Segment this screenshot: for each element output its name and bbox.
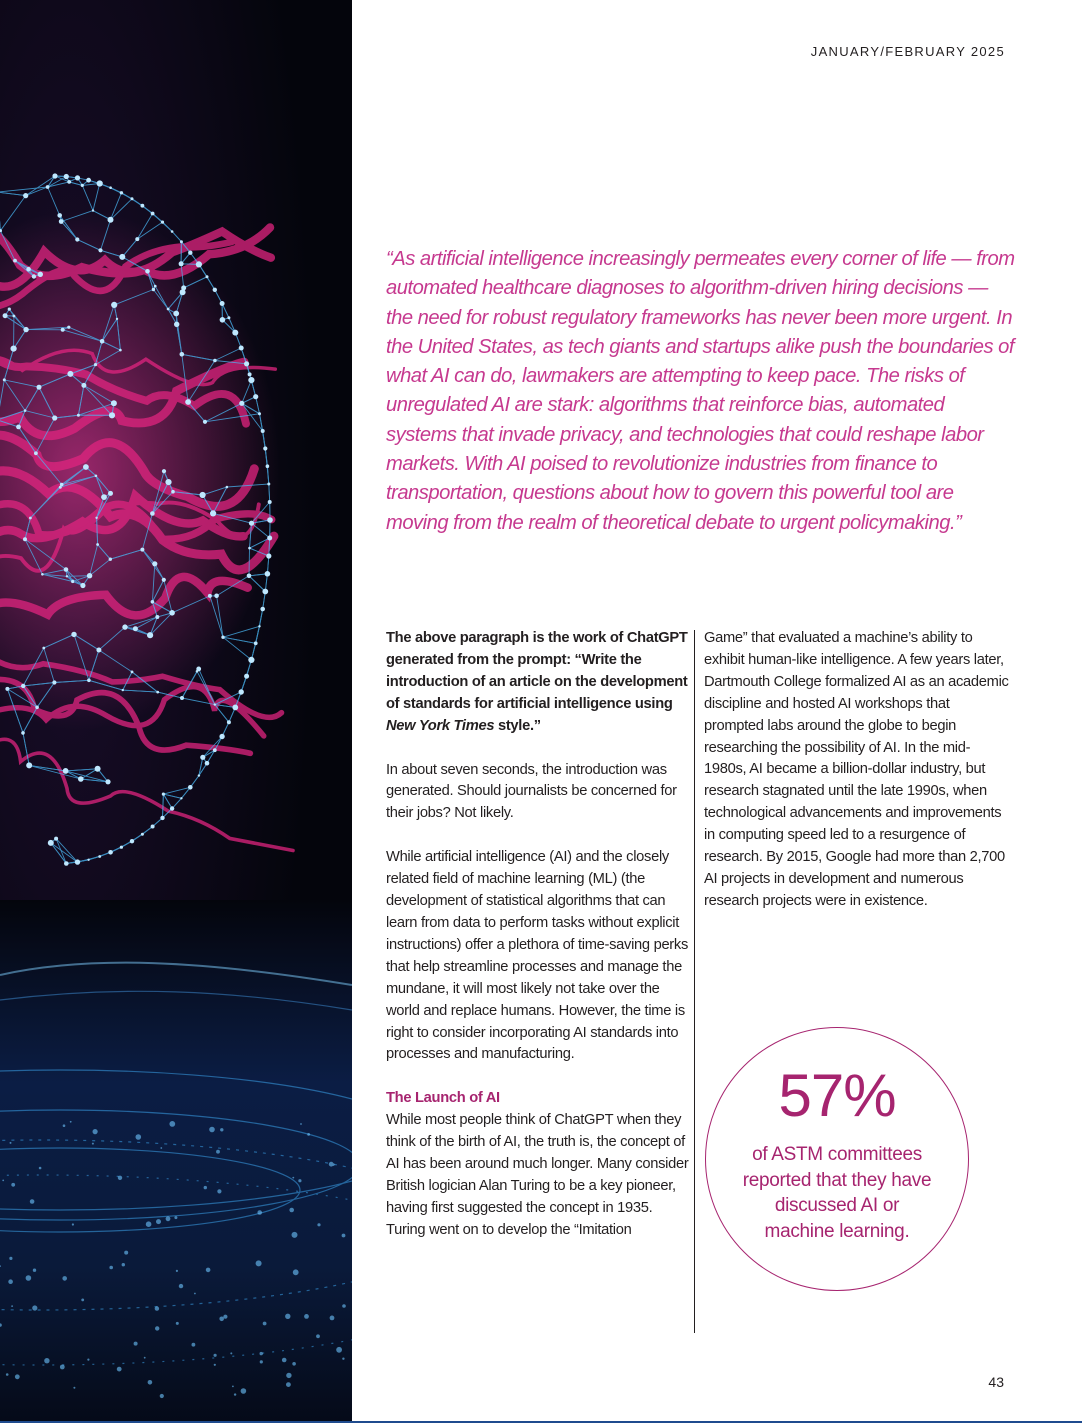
floor-sparkle xyxy=(11,1183,15,1187)
section-subhead: The Launch of AI xyxy=(386,1090,500,1107)
network-node xyxy=(109,558,112,561)
floor-sparkle xyxy=(30,1199,35,1204)
network-node xyxy=(239,401,244,406)
floor-sparkle xyxy=(10,1142,12,1144)
floor-sparkle xyxy=(194,1293,196,1295)
floor-sparkle xyxy=(6,1373,9,1376)
floor-sparkle xyxy=(292,1362,296,1366)
floor-sparkle xyxy=(214,1364,216,1366)
network-node xyxy=(32,274,36,278)
floor-sparkle xyxy=(286,1373,291,1378)
network-node xyxy=(232,330,238,336)
network-node xyxy=(248,657,254,663)
network-node xyxy=(170,806,174,810)
network-node xyxy=(180,352,185,357)
floor-sparkle xyxy=(72,1223,74,1225)
floor-sparkle xyxy=(2,1180,4,1182)
floor-sparkle xyxy=(298,1179,301,1182)
network-node xyxy=(268,500,272,504)
network-node xyxy=(66,575,68,577)
network-node xyxy=(247,574,252,579)
network-node xyxy=(151,212,155,216)
network-node xyxy=(135,237,139,241)
network-node xyxy=(41,573,44,576)
floor-sparkle xyxy=(124,1251,128,1255)
floor-sparkle xyxy=(293,1269,299,1275)
network-node xyxy=(75,175,80,180)
network-node xyxy=(244,361,249,366)
floor-sparkle xyxy=(109,1266,113,1270)
network-node xyxy=(52,680,56,684)
body-paragraph-3-continued: Game” that evaluated a machine’s ability to exhibit human-like intelligence. A few years later, Dartmouth College formalized AI as an academic discipline and hosted AI workshops that prompted labs around the globe to begin researching the possibility of AI. In the mid-1980s, AI became a billion-dollar industry, but research stagnated until the late 1990s, when technological advancements and improvements in computing speed led to a resurgence of research. By 2015, Google had more than 2,700 AI projects in development and numerous research projects were in existence. xyxy=(704,630,1009,909)
network-node xyxy=(263,446,267,450)
network-node xyxy=(13,259,17,263)
floor-sparkle xyxy=(317,1223,320,1226)
stat-callout xyxy=(705,1027,969,1291)
network-node xyxy=(87,679,91,683)
network-node xyxy=(213,359,217,363)
floor-sparkle xyxy=(206,1268,211,1273)
floor-sparkle xyxy=(62,1276,67,1281)
floor-sparkle xyxy=(192,1343,196,1347)
floor-sparkle xyxy=(209,1127,215,1133)
network-node xyxy=(81,184,84,187)
network-node xyxy=(108,850,113,855)
floor-sparkle xyxy=(44,1358,49,1363)
floor-sparkle xyxy=(15,1374,20,1379)
network-node xyxy=(95,766,101,772)
floor-sparkle xyxy=(93,1129,98,1134)
floor-sparkle xyxy=(148,1380,153,1385)
network-node xyxy=(203,420,207,424)
network-node xyxy=(5,687,9,691)
network-node xyxy=(261,429,265,433)
floor-sparkle xyxy=(304,1314,309,1319)
floor-sparkle xyxy=(134,1342,138,1346)
floor-sparkle xyxy=(32,1305,37,1310)
network-node xyxy=(130,839,134,843)
network-node xyxy=(46,185,50,189)
network-node xyxy=(180,240,183,243)
network-node xyxy=(188,251,192,255)
floor-sparkle xyxy=(39,1167,42,1170)
network-node xyxy=(266,553,271,558)
network-node xyxy=(52,173,57,178)
network-node xyxy=(16,425,21,430)
network-node xyxy=(63,768,69,774)
network-node xyxy=(265,571,271,577)
network-node xyxy=(220,317,226,323)
network-node xyxy=(23,327,28,332)
network-node xyxy=(161,221,164,224)
network-node xyxy=(254,641,258,645)
network-node xyxy=(151,825,155,829)
network-node xyxy=(140,548,144,552)
network-node xyxy=(162,469,166,473)
network-node xyxy=(122,689,124,691)
network-node xyxy=(200,492,206,498)
floor-sparkle xyxy=(282,1358,287,1363)
network-node xyxy=(23,193,28,198)
network-node xyxy=(198,774,200,776)
network-node xyxy=(75,859,80,864)
network-node xyxy=(173,311,179,317)
floor-sparkle xyxy=(166,1216,171,1221)
floor-sparkle xyxy=(146,1221,152,1227)
network-node xyxy=(96,543,99,546)
floor-sparkle xyxy=(176,1270,178,1272)
network-link xyxy=(249,548,250,576)
network-node xyxy=(98,855,101,858)
floor-sparkle xyxy=(316,1334,320,1338)
floor-sparkle xyxy=(60,1365,65,1370)
floor-sparkle xyxy=(342,1358,344,1360)
floor-sparkle xyxy=(176,1322,179,1325)
floor-sparkle xyxy=(289,1208,294,1213)
network-node xyxy=(96,648,101,653)
network-node xyxy=(205,761,210,766)
network-node xyxy=(59,219,64,224)
network-node xyxy=(249,521,254,526)
network-node xyxy=(262,589,268,595)
network-node xyxy=(81,383,86,388)
network-node xyxy=(108,217,114,223)
floor-sparkle xyxy=(260,1360,263,1363)
network-node xyxy=(80,583,85,588)
network-node xyxy=(111,302,117,308)
network-node xyxy=(54,837,58,841)
floor-sparkle xyxy=(260,1352,263,1355)
network-node xyxy=(221,636,224,639)
floor-sparkle xyxy=(220,1128,223,1131)
network-node xyxy=(8,308,11,311)
network-node xyxy=(60,483,64,487)
network-node xyxy=(196,261,202,267)
floor-sparkle xyxy=(87,1359,89,1361)
ai-network-illustration xyxy=(0,0,352,1423)
network-node xyxy=(258,412,261,415)
network-node xyxy=(87,573,92,578)
network-node xyxy=(24,409,27,412)
network-node xyxy=(220,301,225,306)
network-node xyxy=(21,731,25,735)
network-node xyxy=(78,776,84,782)
article-column-left xyxy=(386,628,690,1242)
network-node xyxy=(108,491,113,496)
network-node xyxy=(119,349,122,352)
article-column-right xyxy=(704,628,1010,913)
network-node xyxy=(151,600,155,604)
network-node xyxy=(141,204,145,208)
network-node xyxy=(122,624,127,629)
network-node xyxy=(180,696,184,700)
network-node xyxy=(152,561,157,566)
network-node xyxy=(258,625,260,627)
body-paragraph-3: While most people think of ChatGPT when they think of the birth of AI, the truth is, the concept of AI has been around much longer. Many consider British logician Alan Turing to be a key pioneer, having first suggested the concept in 1935. Turing went on to develop the “Imitation xyxy=(386,1112,689,1238)
network-node xyxy=(133,626,138,631)
network-node xyxy=(3,378,6,381)
network-node xyxy=(162,578,166,582)
floor-sparkle xyxy=(174,1216,177,1219)
network-node xyxy=(83,464,89,470)
floor-sparkle xyxy=(292,1232,298,1238)
floor-sparkle xyxy=(307,1133,310,1136)
network-node xyxy=(64,567,69,572)
network-node xyxy=(92,209,94,211)
floor-sparkle xyxy=(81,1299,84,1302)
publication-name: New York Times xyxy=(386,717,495,734)
floor-sparkle xyxy=(214,1354,217,1357)
network-node xyxy=(34,451,38,455)
floor-sparkle xyxy=(257,1210,262,1215)
floor-sparkle xyxy=(330,1316,335,1321)
network-node xyxy=(11,346,17,352)
network-node xyxy=(152,288,155,291)
lead-paragraph xyxy=(386,628,690,738)
network-node xyxy=(181,285,186,290)
network-node xyxy=(150,511,155,516)
network-node xyxy=(141,833,144,836)
floor-sparkle xyxy=(92,1143,94,1145)
network-node xyxy=(213,288,217,292)
network-node xyxy=(131,197,134,200)
network-node xyxy=(206,275,209,278)
network-node xyxy=(260,607,265,612)
network-node xyxy=(267,536,272,541)
floor-sparkle xyxy=(285,1314,290,1319)
network-node xyxy=(100,339,105,344)
network-node xyxy=(208,594,212,598)
network-node xyxy=(59,486,62,489)
floor-sparkle xyxy=(26,1275,32,1281)
floor-sparkle xyxy=(219,1317,224,1322)
floor-sparkle xyxy=(204,1186,207,1189)
floor-sparkle xyxy=(230,1352,232,1354)
network-node xyxy=(86,178,91,183)
network-node xyxy=(26,762,32,768)
network-node xyxy=(239,689,244,694)
network-node xyxy=(119,254,125,260)
network-node xyxy=(67,326,70,329)
lead-text-part2: style.” xyxy=(494,717,541,734)
floor-sparkle xyxy=(216,1150,220,1154)
network-node xyxy=(37,385,42,390)
network-node xyxy=(71,632,76,637)
network-node xyxy=(167,308,170,311)
network-node xyxy=(200,755,205,760)
stat-value: 57% xyxy=(778,1062,896,1129)
floor-sparkle xyxy=(336,1347,342,1353)
floor-sparkle xyxy=(342,1234,346,1238)
network-node xyxy=(42,647,45,650)
network-link xyxy=(67,576,90,577)
network-node xyxy=(169,610,175,616)
network-node xyxy=(155,615,159,619)
network-node xyxy=(64,174,69,179)
network-node xyxy=(232,705,238,711)
network-node xyxy=(171,490,175,494)
floor-sparkle xyxy=(122,1263,125,1266)
network-node xyxy=(57,213,62,218)
floor-sparkle xyxy=(300,1123,302,1125)
network-node xyxy=(145,269,150,274)
column-divider xyxy=(694,630,695,1333)
stat-description: of ASTM committees reported that they have discussed AI or machine learning. xyxy=(742,1144,932,1242)
network-node xyxy=(214,594,219,599)
network-node xyxy=(87,859,89,861)
network-node xyxy=(154,285,157,288)
network-node xyxy=(29,517,32,520)
lead-text-part1: The above paragraph is the work of ChatGPT generated from the prompt: “Write the introduction of an article on the development of standards for artificial intelligence using xyxy=(386,630,688,712)
floor-sparkle xyxy=(11,1305,13,1307)
network-node xyxy=(162,793,165,796)
network-node xyxy=(67,371,73,377)
network-node xyxy=(180,797,182,799)
network-node xyxy=(26,267,31,272)
floor-sparkle xyxy=(9,1257,12,1260)
floor-sparkle xyxy=(160,1394,164,1398)
network-node xyxy=(101,494,107,500)
floor-sparkle xyxy=(33,1269,36,1272)
network-node xyxy=(75,237,79,241)
floor-sparkle xyxy=(286,1382,291,1387)
network-node xyxy=(156,691,159,694)
network-node xyxy=(266,464,270,468)
network-node xyxy=(165,479,171,485)
network-node xyxy=(48,840,54,846)
floor-sparkle xyxy=(169,1121,175,1127)
network-node xyxy=(174,322,179,327)
network-node xyxy=(147,632,153,638)
network-node xyxy=(95,475,98,478)
page-number: 43 xyxy=(988,1374,1004,1390)
floor-sparkle xyxy=(329,1162,334,1167)
network-node xyxy=(95,517,97,519)
network-node xyxy=(109,412,115,418)
network-node xyxy=(77,414,80,417)
network-node xyxy=(185,399,191,405)
network-node xyxy=(3,313,8,318)
floor-sparkle xyxy=(156,1219,161,1224)
network-node xyxy=(248,372,252,376)
floor-sparkle xyxy=(118,1176,122,1180)
floor-sparkle xyxy=(144,1357,146,1359)
network-node xyxy=(214,703,216,705)
network-node xyxy=(188,785,193,790)
floor-sparkle xyxy=(241,1388,247,1394)
floor-sparkle xyxy=(155,1306,159,1310)
network-node xyxy=(97,180,103,186)
floor-sparkle xyxy=(179,1284,183,1288)
floor-sparkle xyxy=(70,1121,72,1123)
floor-sparkle xyxy=(155,1326,159,1330)
neural-network-sphere-image xyxy=(0,0,352,1423)
network-node xyxy=(21,684,25,688)
floor-sparkle xyxy=(256,1260,262,1266)
network-node xyxy=(105,779,110,784)
network-node xyxy=(244,674,249,679)
network-node xyxy=(213,748,217,752)
network-node xyxy=(226,486,229,489)
network-node xyxy=(253,394,258,399)
pull-quote: “As artificial intelligence increasingly permeates every corner of life — from automated healthcare diagnoses to algorithm-driven hiring decisions — the need for robust regulatory frameworks has never been more urgent. In the United States, as tech giants and startups alike push the boundaries of what AI can do, lawmakers are attempting to keep pace. The risks of unregulated AI are stark: algorithms that reinforce bias, automated systems that invade privacy, and technologies that could reshape labor markets. With AI poised to revolutionize industries from finance to transportation, questions about how to govern this powerful tool are moving from the realm of theoretical debate to urgent policymaking.” xyxy=(386,248,1015,534)
network-node xyxy=(116,318,118,320)
network-node xyxy=(109,186,112,189)
network-node xyxy=(35,706,39,710)
network-node xyxy=(61,328,65,332)
network-node xyxy=(227,720,231,724)
network-node xyxy=(94,363,97,366)
network-node xyxy=(219,734,224,739)
floor-sparkle xyxy=(217,1189,221,1193)
network-node xyxy=(120,191,123,194)
network-node xyxy=(267,517,273,523)
network-node xyxy=(179,261,184,266)
network-node xyxy=(120,846,123,849)
network-node xyxy=(248,377,254,383)
network-node xyxy=(98,248,102,252)
floor-sparkle xyxy=(8,1279,13,1284)
body-paragraph-1: In about seven seconds, the introduction was generated. Should journalists be concerned for their jobs? Not likely. xyxy=(386,761,677,822)
network-node xyxy=(52,415,57,420)
floor-sparkle xyxy=(136,1134,142,1140)
network-node xyxy=(64,861,69,866)
floor-sparkle xyxy=(117,1367,122,1372)
network-node xyxy=(67,180,71,184)
network-node xyxy=(131,671,134,674)
network-node xyxy=(111,400,117,406)
network-node xyxy=(71,580,74,583)
network-node xyxy=(23,537,27,541)
floor-sparkle xyxy=(232,1386,234,1388)
network-node xyxy=(13,315,16,318)
floor-sparkle xyxy=(292,1177,294,1179)
network-node xyxy=(160,816,164,820)
floor-sparkle xyxy=(234,1393,236,1395)
body-paragraph-2: While artificial intelligence (AI) and the closely related field of machine learning (ML) (the development of statistical algorithms that can learn from data to perform tasks without explicit instructions) offer a plethora of time-saving perks that help streamline processes and manage the mundane, it will most likely not take over the world and replace humans. However, the time is right to consider incorporating AI standards into processes and manufacturing. xyxy=(386,849,688,1063)
network-node xyxy=(210,510,216,516)
floor-sparkle xyxy=(263,1322,267,1326)
network-node xyxy=(248,547,251,550)
network-node xyxy=(239,346,244,351)
network-node xyxy=(267,483,270,486)
floor-sparkle xyxy=(63,1124,66,1127)
floor-sparkle xyxy=(73,1387,75,1389)
network-node xyxy=(227,316,230,319)
floor-sparkle xyxy=(223,1315,227,1319)
network-node xyxy=(196,667,201,672)
floor-sparkle xyxy=(342,1304,346,1308)
network-node xyxy=(171,230,174,233)
network-node xyxy=(38,272,43,277)
issue-date: JANUARY/FEBRUARY 2025 xyxy=(810,44,1005,59)
floor-sparkle xyxy=(160,1147,162,1149)
